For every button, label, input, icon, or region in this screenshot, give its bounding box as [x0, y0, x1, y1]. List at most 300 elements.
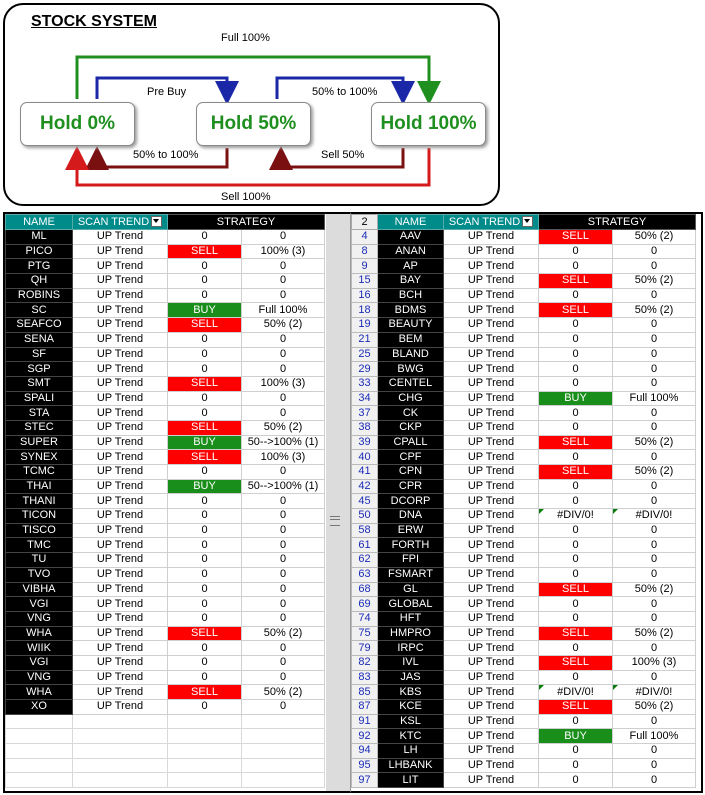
scan-trend-cell[interactable]: UP Trend: [444, 523, 539, 538]
scan-trend-cell[interactable]: UP Trend: [444, 244, 539, 259]
table-row[interactable]: [6, 288, 325, 303]
empty-cell[interactable]: [242, 773, 325, 788]
row-index-cell[interactable]: 75: [352, 626, 378, 641]
strategy-cell[interactable]: 0: [613, 362, 696, 377]
signal-cell[interactable]: BUY: [539, 391, 613, 406]
row-index-cell[interactable]: 33: [352, 376, 378, 391]
scan-trend-cell[interactable]: UP Trend: [73, 288, 168, 303]
stock-name-cell[interactable]: KBS: [378, 685, 444, 700]
strategy-cell[interactable]: 0: [242, 670, 325, 685]
filter-dropdown-icon[interactable]: [522, 216, 533, 227]
stock-name-cell[interactable]: TU: [6, 553, 73, 568]
signal-cell[interactable]: 0: [539, 332, 613, 347]
strategy-cell[interactable]: 0: [613, 288, 696, 303]
table-row[interactable]: [352, 230, 696, 245]
stock-name-cell[interactable]: LIT: [378, 773, 444, 788]
row-index-cell[interactable]: 58: [352, 523, 378, 538]
strategy-cell[interactable]: 0: [613, 538, 696, 553]
table-row[interactable]: [352, 729, 696, 744]
stock-name-cell[interactable]: TICON: [6, 509, 73, 524]
table-row[interactable]: [6, 450, 325, 465]
strategy-cell[interactable]: 0: [613, 714, 696, 729]
scan-trend-cell[interactable]: UP Trend: [444, 362, 539, 377]
stock-name-cell[interactable]: BAY: [378, 274, 444, 289]
stock-name-cell[interactable]: DNA: [378, 509, 444, 524]
signal-cell[interactable]: 0: [539, 773, 613, 788]
scan-trend-cell[interactable]: UP Trend: [73, 509, 168, 524]
stock-name-cell[interactable]: SENA: [6, 332, 73, 347]
scan-trend-cell[interactable]: UP Trend: [444, 391, 539, 406]
strategy-cell[interactable]: 0: [613, 406, 696, 421]
strategy-cell[interactable]: 0: [242, 582, 325, 597]
table-row[interactable]: [352, 538, 696, 553]
table-row[interactable]: [6, 406, 325, 421]
strategy-cell[interactable]: 0: [242, 274, 325, 289]
scan-trend-cell[interactable]: UP Trend: [444, 700, 539, 715]
signal-cell[interactable]: 0: [539, 362, 613, 377]
empty-cell[interactable]: [242, 758, 325, 773]
scan-trend-cell[interactable]: UP Trend: [444, 553, 539, 568]
row-index-cell[interactable]: 87: [352, 700, 378, 715]
scan-trend-cell[interactable]: UP Trend: [73, 465, 168, 480]
table-row[interactable]: [6, 523, 325, 538]
signal-cell[interactable]: 0: [539, 259, 613, 274]
signal-cell[interactable]: 0: [539, 744, 613, 759]
table-row[interactable]: [352, 391, 696, 406]
table-row[interactable]: [6, 435, 325, 450]
strategy-cell[interactable]: 0: [242, 641, 325, 656]
row-index-cell[interactable]: 16: [352, 288, 378, 303]
row-index-cell[interactable]: 68: [352, 582, 378, 597]
signal-cell[interactable]: 0: [168, 523, 242, 538]
strategy-cell[interactable]: 0: [613, 376, 696, 391]
scan-trend-cell[interactable]: UP Trend: [444, 230, 539, 245]
scan-trend-cell[interactable]: UP Trend: [444, 538, 539, 553]
scan-trend-cell[interactable]: UP Trend: [73, 347, 168, 362]
table-row[interactable]: [352, 420, 696, 435]
table-row[interactable]: [6, 685, 325, 700]
stock-name-cell[interactable]: WHA: [6, 626, 73, 641]
scan-trend-cell[interactable]: UP Trend: [444, 758, 539, 773]
row-index-cell[interactable]: 97: [352, 773, 378, 788]
empty-cell[interactable]: [168, 758, 242, 773]
stock-name-cell[interactable]: CPR: [378, 479, 444, 494]
signal-cell[interactable]: SELL: [168, 376, 242, 391]
signal-cell[interactable]: SELL: [539, 230, 613, 245]
scan-trend-cell[interactable]: UP Trend: [73, 670, 168, 685]
table-row[interactable]: [352, 347, 696, 362]
signal-cell[interactable]: 0: [168, 288, 242, 303]
signal-cell[interactable]: 0: [539, 567, 613, 582]
signal-cell[interactable]: 0: [539, 376, 613, 391]
scan-trend-cell[interactable]: UP Trend: [73, 332, 168, 347]
row-index-cell[interactable]: 8: [352, 244, 378, 259]
table-row[interactable]: [352, 626, 696, 641]
stock-name-cell[interactable]: GL: [378, 582, 444, 597]
signal-cell[interactable]: #DIV/0!: [539, 509, 613, 524]
signal-cell[interactable]: SELL: [539, 655, 613, 670]
scan-trend-cell[interactable]: UP Trend: [73, 538, 168, 553]
strategy-cell[interactable]: 50% (2): [613, 274, 696, 289]
row-index-cell[interactable]: 74: [352, 611, 378, 626]
strategy-cell[interactable]: 0: [242, 655, 325, 670]
signal-cell[interactable]: 0: [539, 450, 613, 465]
row-header-index[interactable]: 2: [352, 215, 378, 230]
signal-cell[interactable]: 0: [168, 597, 242, 612]
stock-name-cell[interactable]: CENTEL: [378, 376, 444, 391]
scan-trend-cell[interactable]: UP Trend: [444, 655, 539, 670]
stock-name-cell[interactable]: AP: [378, 259, 444, 274]
scan-trend-cell[interactable]: UP Trend: [444, 582, 539, 597]
scan-trend-cell[interactable]: UP Trend: [444, 479, 539, 494]
stock-name-cell[interactable]: PTG: [6, 259, 73, 274]
table-row[interactable]: [352, 362, 696, 377]
strategy-cell[interactable]: 0: [242, 523, 325, 538]
table-row[interactable]: [6, 376, 325, 391]
split-grip-icon[interactable]: [330, 516, 340, 526]
table-row[interactable]: [352, 465, 696, 480]
stock-name-cell[interactable]: KTC: [378, 729, 444, 744]
scan-trend-cell[interactable]: UP Trend: [444, 450, 539, 465]
strategy-cell[interactable]: 0: [613, 773, 696, 788]
empty-row[interactable]: [6, 758, 325, 773]
table-row[interactable]: [352, 567, 696, 582]
signal-cell[interactable]: SELL: [168, 685, 242, 700]
signal-cell[interactable]: BUY: [168, 435, 242, 450]
scan-trend-cell[interactable]: UP Trend: [73, 494, 168, 509]
table-row[interactable]: [6, 700, 325, 715]
strategy-cell[interactable]: 0: [613, 494, 696, 509]
stock-name-cell[interactable]: VNG: [6, 611, 73, 626]
row-index-cell[interactable]: 34: [352, 391, 378, 406]
row-index-cell[interactable]: 18: [352, 303, 378, 318]
empty-row[interactable]: [6, 773, 325, 788]
scan-trend-cell[interactable]: UP Trend: [444, 376, 539, 391]
signal-cell[interactable]: 0: [539, 406, 613, 421]
table-row[interactable]: [352, 700, 696, 715]
table-row[interactable]: [352, 758, 696, 773]
signal-cell[interactable]: 0: [539, 538, 613, 553]
table-row[interactable]: [352, 655, 696, 670]
strategy-cell[interactable]: 0: [242, 611, 325, 626]
stock-name-cell[interactable]: BEAUTY: [378, 318, 444, 333]
signal-cell[interactable]: 0: [539, 597, 613, 612]
empty-cell[interactable]: [73, 729, 168, 744]
strategy-cell[interactable]: 0: [242, 347, 325, 362]
scan-trend-cell[interactable]: UP Trend: [73, 597, 168, 612]
stock-name-cell[interactable]: TCMC: [6, 465, 73, 480]
signal-cell[interactable]: BUY: [539, 729, 613, 744]
table-row[interactable]: [6, 332, 325, 347]
strategy-cell[interactable]: 100% (3): [242, 450, 325, 465]
stock-name-cell[interactable]: TMC: [6, 538, 73, 553]
signal-cell[interactable]: 0: [168, 362, 242, 377]
table-row[interactable]: [352, 714, 696, 729]
strategy-cell[interactable]: 0: [242, 362, 325, 377]
header-scan-trend[interactable]: [73, 215, 168, 230]
strategy-cell[interactable]: 0: [613, 611, 696, 626]
scan-trend-cell[interactable]: UP Trend: [444, 744, 539, 759]
row-index-cell[interactable]: 21: [352, 332, 378, 347]
signal-cell[interactable]: 0: [168, 230, 242, 245]
strategy-cell[interactable]: 50% (2): [613, 230, 696, 245]
stock-name-cell[interactable]: DCORP: [378, 494, 444, 509]
signal-cell[interactable]: 0: [539, 318, 613, 333]
stock-name-cell[interactable]: HMPRO: [378, 626, 444, 641]
strategy-cell[interactable]: 0: [613, 420, 696, 435]
strategy-cell[interactable]: 0: [613, 479, 696, 494]
stock-name-cell[interactable]: GLOBAL: [378, 597, 444, 612]
strategy-cell[interactable]: 0: [613, 259, 696, 274]
table-row[interactable]: [6, 494, 325, 509]
signal-cell[interactable]: SELL: [168, 420, 242, 435]
signal-cell[interactable]: 0: [539, 553, 613, 568]
empty-cell[interactable]: [73, 758, 168, 773]
strategy-cell[interactable]: 0: [613, 318, 696, 333]
scan-trend-cell[interactable]: UP Trend: [73, 553, 168, 568]
signal-cell[interactable]: 0: [539, 288, 613, 303]
table-row[interactable]: [6, 303, 325, 318]
scan-trend-cell[interactable]: UP Trend: [73, 274, 168, 289]
strategy-cell[interactable]: 50% (2): [613, 626, 696, 641]
signal-cell[interactable]: 0: [168, 567, 242, 582]
scan-trend-cell[interactable]: UP Trend: [73, 626, 168, 641]
strategy-cell[interactable]: Full 100%: [242, 303, 325, 318]
signal-cell[interactable]: #DIV/0!: [539, 685, 613, 700]
scan-trend-cell[interactable]: UP Trend: [444, 420, 539, 435]
scan-trend-cell[interactable]: UP Trend: [444, 626, 539, 641]
row-index-cell[interactable]: 61: [352, 538, 378, 553]
signal-cell[interactable]: 0: [168, 655, 242, 670]
stock-name-cell[interactable]: IVL: [378, 655, 444, 670]
stock-name-cell[interactable]: THANI: [6, 494, 73, 509]
stock-name-cell[interactable]: CHG: [378, 391, 444, 406]
table-row[interactable]: [6, 597, 325, 612]
empty-cell[interactable]: [6, 758, 73, 773]
signal-cell[interactable]: 0: [168, 494, 242, 509]
signal-cell[interactable]: 0: [539, 758, 613, 773]
scan-trend-cell[interactable]: UP Trend: [73, 244, 168, 259]
empty-cell[interactable]: [168, 714, 242, 729]
signal-cell[interactable]: SELL: [539, 626, 613, 641]
strategy-cell[interactable]: 0: [242, 567, 325, 582]
strategy-cell[interactable]: 50-->100% (1): [242, 479, 325, 494]
right-stock-table[interactable]: [350, 212, 703, 793]
row-index-cell[interactable]: 69: [352, 597, 378, 612]
stock-name-cell[interactable]: BEM: [378, 332, 444, 347]
table-row[interactable]: [352, 244, 696, 259]
strategy-cell[interactable]: 50% (2): [613, 435, 696, 450]
signal-cell[interactable]: SELL: [539, 700, 613, 715]
signal-cell[interactable]: 0: [168, 553, 242, 568]
table-row[interactable]: [352, 553, 696, 568]
scan-trend-cell[interactable]: UP Trend: [444, 729, 539, 744]
signal-cell[interactable]: BUY: [168, 303, 242, 318]
table-row[interactable]: [6, 465, 325, 480]
stock-name-cell[interactable]: FPI: [378, 553, 444, 568]
scan-trend-cell[interactable]: UP Trend: [73, 479, 168, 494]
table-row[interactable]: [352, 670, 696, 685]
empty-cell[interactable]: [6, 714, 73, 729]
signal-cell[interactable]: 0: [168, 332, 242, 347]
signal-cell[interactable]: 0: [539, 523, 613, 538]
signal-cell[interactable]: 0: [168, 406, 242, 421]
strategy-cell[interactable]: 0: [242, 288, 325, 303]
strategy-cell[interactable]: #DIV/0!: [613, 509, 696, 524]
stock-name-cell[interactable]: FSMART: [378, 567, 444, 582]
scan-trend-cell[interactable]: UP Trend: [73, 685, 168, 700]
stock-name-cell[interactable]: BDMS: [378, 303, 444, 318]
stock-name-cell[interactable]: KSL: [378, 714, 444, 729]
scan-trend-cell[interactable]: UP Trend: [444, 509, 539, 524]
table-row[interactable]: [6, 230, 325, 245]
stock-name-cell[interactable]: VGI: [6, 597, 73, 612]
signal-cell[interactable]: SELL: [168, 318, 242, 333]
stock-name-cell[interactable]: QH: [6, 274, 73, 289]
scan-trend-cell[interactable]: UP Trend: [444, 465, 539, 480]
stock-name-cell[interactable]: CPF: [378, 450, 444, 465]
signal-cell[interactable]: 0: [168, 259, 242, 274]
signal-cell[interactable]: 0: [168, 274, 242, 289]
stock-name-cell[interactable]: BWG: [378, 362, 444, 377]
strategy-cell[interactable]: 0: [613, 347, 696, 362]
empty-cell[interactable]: [73, 773, 168, 788]
scan-trend-cell[interactable]: UP Trend: [73, 435, 168, 450]
strategy-cell[interactable]: 0: [613, 523, 696, 538]
signal-cell[interactable]: SELL: [168, 450, 242, 465]
scan-trend-cell[interactable]: UP Trend: [444, 332, 539, 347]
table-row[interactable]: [352, 597, 696, 612]
stock-name-cell[interactable]: VIBHA: [6, 582, 73, 597]
empty-cell[interactable]: [6, 773, 73, 788]
signal-cell[interactable]: 0: [539, 611, 613, 626]
row-index-cell[interactable]: 83: [352, 670, 378, 685]
row-index-cell[interactable]: 95: [352, 758, 378, 773]
row-index-cell[interactable]: 50: [352, 509, 378, 524]
scan-trend-cell[interactable]: UP Trend: [444, 406, 539, 421]
empty-cell[interactable]: [168, 773, 242, 788]
table-row[interactable]: [6, 655, 325, 670]
stock-name-cell[interactable]: AAV: [378, 230, 444, 245]
stock-name-cell[interactable]: JAS: [378, 670, 444, 685]
row-index-cell[interactable]: 25: [352, 347, 378, 362]
scan-trend-cell[interactable]: UP Trend: [444, 435, 539, 450]
row-index-cell[interactable]: 63: [352, 567, 378, 582]
scan-trend-cell[interactable]: UP Trend: [444, 670, 539, 685]
empty-cell[interactable]: [242, 729, 325, 744]
strategy-cell[interactable]: 0: [242, 538, 325, 553]
signal-cell[interactable]: 0: [168, 347, 242, 362]
strategy-cell[interactable]: 0: [613, 244, 696, 259]
table-row[interactable]: [6, 538, 325, 553]
table-row[interactable]: [6, 641, 325, 656]
scan-trend-cell[interactable]: UP Trend: [444, 303, 539, 318]
strategy-cell[interactable]: 50% (2): [613, 303, 696, 318]
empty-cell[interactable]: [242, 744, 325, 759]
strategy-cell[interactable]: 100% (3): [242, 244, 325, 259]
table-row[interactable]: [6, 274, 325, 289]
stock-name-cell[interactable]: BCH: [378, 288, 444, 303]
table-row[interactable]: [352, 303, 696, 318]
strategy-cell[interactable]: 0: [242, 553, 325, 568]
strategy-cell[interactable]: 50% (2): [242, 420, 325, 435]
strategy-cell[interactable]: 0: [242, 391, 325, 406]
empty-row[interactable]: [6, 744, 325, 759]
table-row[interactable]: [6, 553, 325, 568]
strategy-cell[interactable]: 50% (2): [242, 318, 325, 333]
scan-trend-cell[interactable]: UP Trend: [73, 641, 168, 656]
strategy-cell[interactable]: 0: [242, 494, 325, 509]
scan-trend-cell[interactable]: UP Trend: [73, 450, 168, 465]
row-index-cell[interactable]: 40: [352, 450, 378, 465]
table-row[interactable]: [352, 641, 696, 656]
strategy-cell[interactable]: 100% (3): [242, 376, 325, 391]
row-index-cell[interactable]: 29: [352, 362, 378, 377]
scan-trend-cell[interactable]: UP Trend: [444, 567, 539, 582]
row-index-cell[interactable]: 91: [352, 714, 378, 729]
stock-name-cell[interactable]: ERW: [378, 523, 444, 538]
signal-cell[interactable]: 0: [168, 391, 242, 406]
signal-cell[interactable]: 0: [168, 538, 242, 553]
row-index-cell[interactable]: 38: [352, 420, 378, 435]
strategy-cell[interactable]: 50% (2): [613, 700, 696, 715]
left-stock-table[interactable]: [3, 212, 326, 793]
strategy-cell[interactable]: 0: [613, 597, 696, 612]
signal-cell[interactable]: 0: [539, 347, 613, 362]
stock-name-cell[interactable]: VGI: [6, 655, 73, 670]
empty-cell[interactable]: [73, 744, 168, 759]
table-row[interactable]: [6, 567, 325, 582]
row-index-cell[interactable]: 85: [352, 685, 378, 700]
table-row[interactable]: [352, 318, 696, 333]
empty-cell[interactable]: [6, 729, 73, 744]
scan-trend-cell[interactable]: UP Trend: [73, 303, 168, 318]
row-index-cell[interactable]: 15: [352, 274, 378, 289]
table-row[interactable]: [352, 259, 696, 274]
scan-trend-cell[interactable]: UP Trend: [444, 597, 539, 612]
row-index-cell[interactable]: 4: [352, 230, 378, 245]
signal-cell[interactable]: SELL: [539, 303, 613, 318]
scan-trend-cell[interactable]: UP Trend: [444, 685, 539, 700]
signal-cell[interactable]: 0: [168, 700, 242, 715]
strategy-cell[interactable]: 0: [613, 641, 696, 656]
row-index-cell[interactable]: 42: [352, 479, 378, 494]
strategy-cell[interactable]: 0: [613, 450, 696, 465]
stock-name-cell[interactable]: SGP: [6, 362, 73, 377]
stock-name-cell[interactable]: SYNEX: [6, 450, 73, 465]
strategy-cell[interactable]: 0: [613, 744, 696, 759]
row-index-cell[interactable]: 94: [352, 744, 378, 759]
signal-cell[interactable]: 0: [539, 714, 613, 729]
table-row[interactable]: [352, 744, 696, 759]
stock-name-cell[interactable]: IRPC: [378, 641, 444, 656]
strategy-cell[interactable]: 0: [242, 230, 325, 245]
stock-name-cell[interactable]: XO: [6, 700, 73, 715]
signal-cell[interactable]: 0: [168, 509, 242, 524]
stock-name-cell[interactable]: HFT: [378, 611, 444, 626]
signal-cell[interactable]: SELL: [539, 435, 613, 450]
signal-cell[interactable]: 0: [168, 465, 242, 480]
table-row[interactable]: [6, 509, 325, 524]
stock-name-cell[interactable]: LHBANK: [378, 758, 444, 773]
row-index-cell[interactable]: 45: [352, 494, 378, 509]
empty-cell[interactable]: [6, 744, 73, 759]
stock-name-cell[interactable]: WIIK: [6, 641, 73, 656]
scan-trend-cell[interactable]: UP Trend: [444, 318, 539, 333]
strategy-cell[interactable]: Full 100%: [613, 391, 696, 406]
strategy-cell[interactable]: 50% (2): [242, 626, 325, 641]
scan-trend-cell[interactable]: UP Trend: [444, 641, 539, 656]
